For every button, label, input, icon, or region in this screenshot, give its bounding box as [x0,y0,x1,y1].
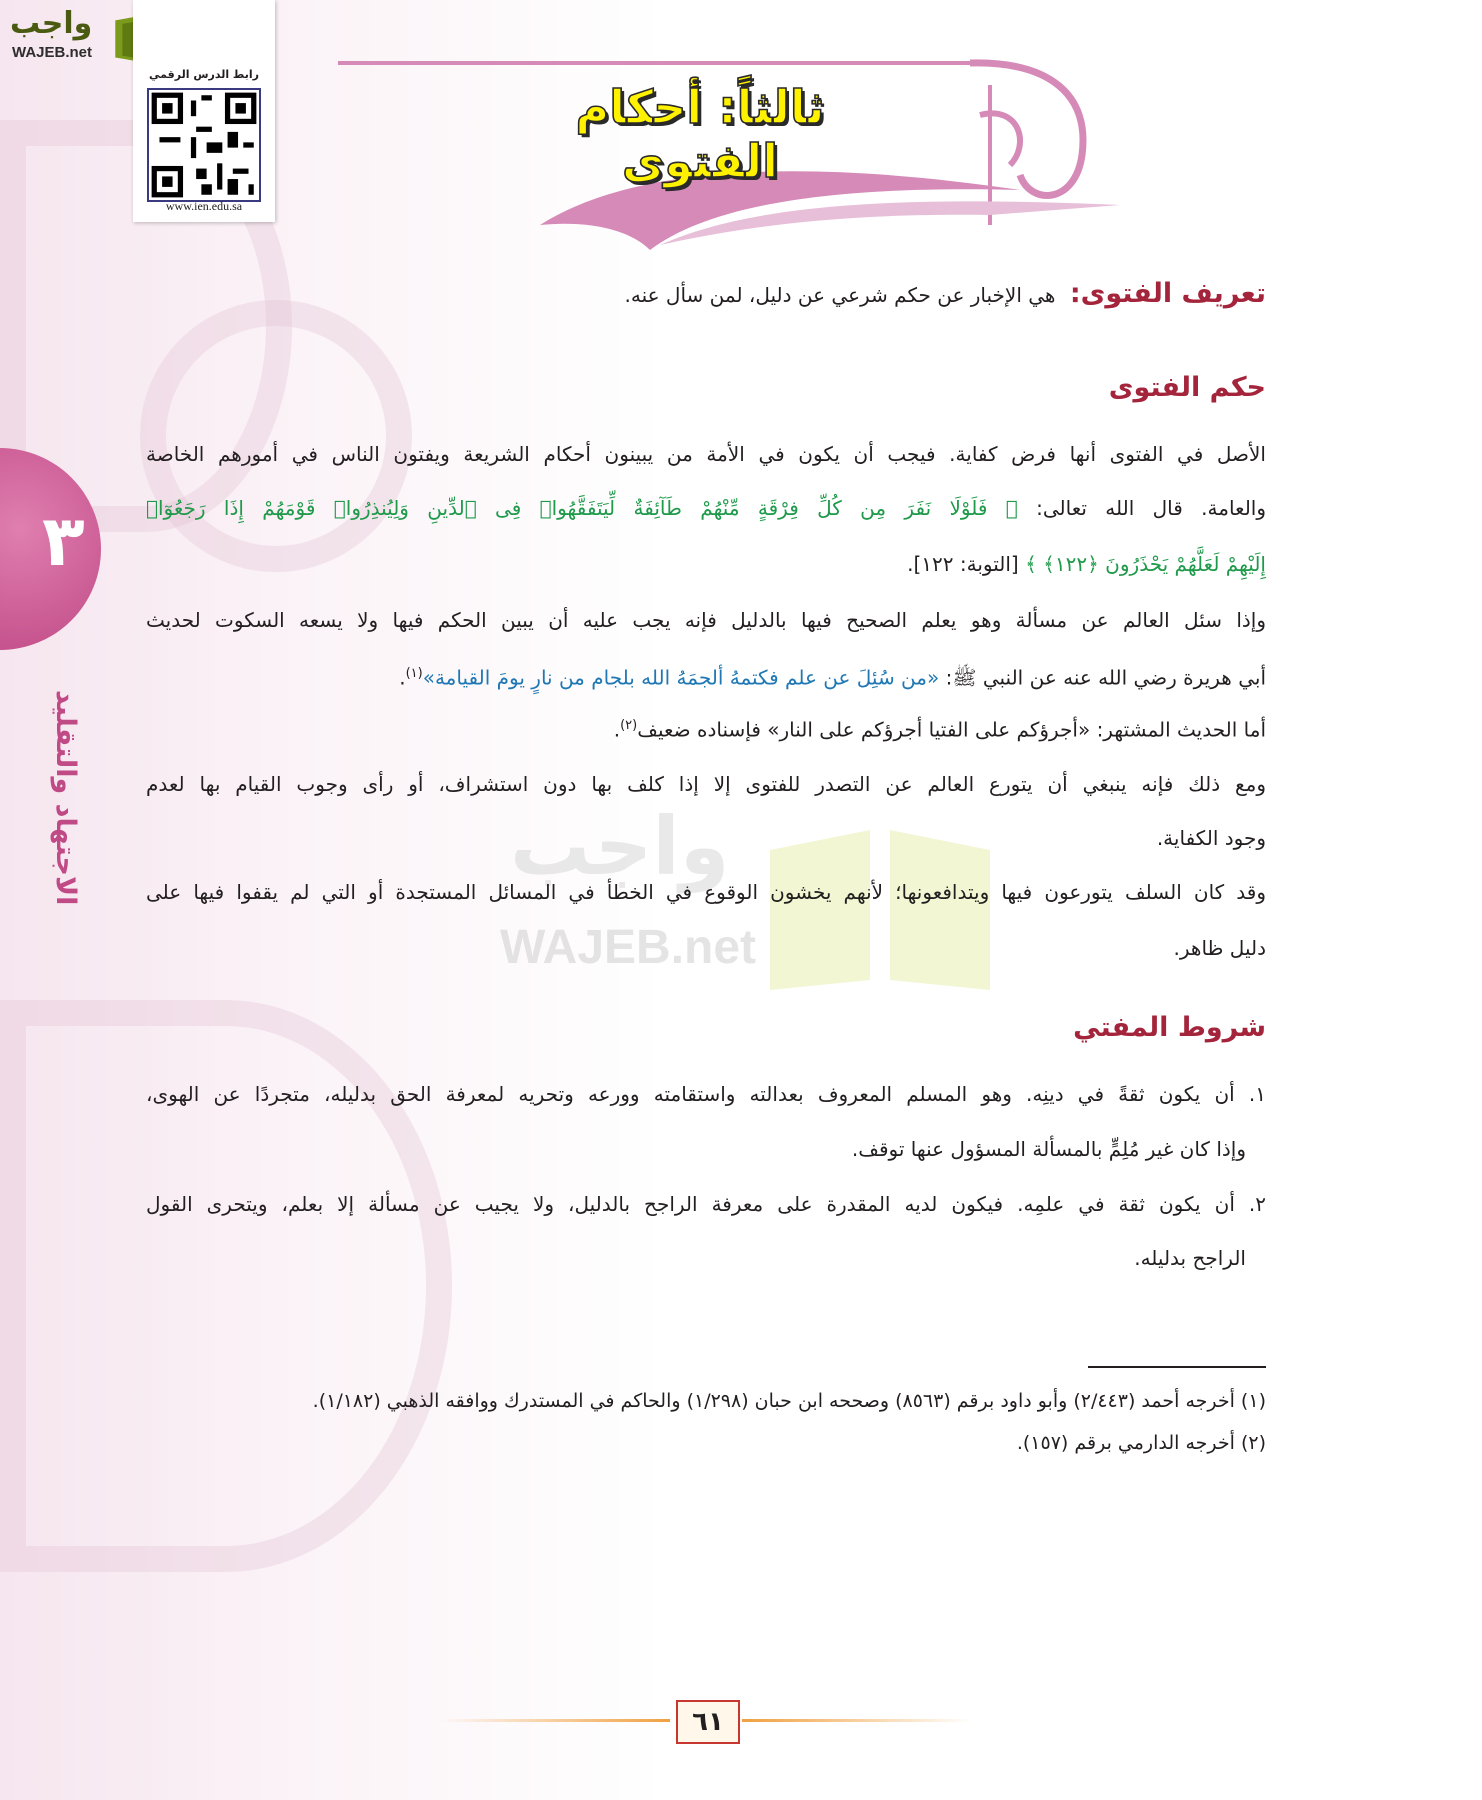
paragraph-line: أما الحديث المشتهر: «أجرؤكم على الفتيا أجرؤكم على النار» فإسناده ضعيف$^{(٢)}$. [613,717,1266,742]
weak-hadith-text: أما الحديث المشتهر: «أجرؤكم على الفتيا أجرؤكم على النار» فإسناده ضعيف [637,717,1266,742]
page-number: ٦١ [676,1700,740,1744]
footnote-2: (٢) أخرجه الدارمي برقم (١٥٧). [1016,1432,1266,1454]
hadith-text: «من سُئِلَ عن علم فكتمهُ ألجمَهُ الله بلجام من نارٍ يومَ القيامة» [422,665,940,690]
watermark-arabic: واجب [510,800,730,893]
qr-label: رابط الدرس الرقمي [149,68,259,81]
paragraph-line: وقد كان السلف يتورعون فيها ويتدافعونها؛ لأنهم يخشون الوقوع في الخطأ في المسائل المستجدة أو التي لم يقفوا فيها على [146,880,1266,904]
list-item-1-line-2: وإذا كان غير مُلِمٍّ بالمسألة المسؤول عنها توقف. [851,1137,1246,1161]
verse-reference: [التوبة: ١٢٢]. [907,552,1019,576]
list-item-2-line-1: ٢. أن يكون ثقة في علمِه. فيكون لديه المقدرة على معرفة الراجح بالدليل، ولا يجيب عن مسألة إلا بعلم، ويتحرى القول [146,1192,1266,1216]
paragraph-line: وجود الكفاية. [1156,826,1266,850]
quran-intro: والعامة. قال الله تعالى: [1036,496,1267,520]
qr-code-icon[interactable] [147,88,261,202]
paragraph-line: دليل ظاهر. [1173,936,1266,960]
definition-label: تعريف الفتوى: [1069,278,1266,309]
definition-text: هي الإخبار عن حكم شرعي عن دليل، لمن سأل عنه. [624,283,1056,307]
footnote-ref-2[interactable]: (٢) [620,718,638,733]
list-item-2-line-2: الراجح بدليله. [1134,1246,1246,1270]
unit-label: الاجتهاد والتقليد [50,690,81,906]
qr-card[interactable] [133,0,275,222]
hadith-intro: أبي هريرة رضي الله عنه عن النبي ﷺ: [945,665,1266,690]
quran-verse-end: إِلَيْهِمْ لَعَلَّهُمْ يَحْذَرُونَ ﴿١٢٢﴾ ﴾ [1025,552,1266,576]
qr-url[interactable]: www.ien.edu.sa [165,199,243,213]
logo-arabic: واجب [10,6,93,41]
paragraph-line [146,494,1266,522]
paragraph-line: أبي هريرة رضي الله عنه عن النبي ﷺ: «من سُئِلَ عن علم فكتمهُ ألجمَهُ الله بلجام من نارٍ يومَ القيامة»$^{(١)}$. [399,665,1266,690]
quran-verse: ﴿ فَلَوْلَا نَفَرَ مِن كُلِّ فِرْقَةٍ مِّنْهُمْ طَآئِفَةٌ لِّيَتَفَقَّهُوا۟ فِى ٱلدِّينِ وَلِيُنذِرُوا۟ قَوْمَهُمْ إِذَا رَجَعُوٓا۟ [146,496,1018,520]
footnote-1: (١) أخرجه أحمد (٢/٤٤٣) وأبو داود برقم (٨٥٦٣) وصححه ابن حبان (١/٢٩٨) والحاكم في المستدرك ووافقه الذهبي (١/١٨٢). [312,1390,1266,1412]
logo-latin: WAJEB.net [12,44,93,61]
page-title: ثالثاً: أحكام الفتوى [575,80,825,188]
footnote-divider [1088,1366,1266,1368]
definition-line [146,280,1266,309]
footnote-ref-1[interactable]: (١) [405,666,423,681]
paragraph-line: الأصل في الفتوى أنها فرض كفاية. فيجب أن يكون في الأمة من يبينون أحكام الشريعة ويفتون الناس في أمورهم الخاصة [146,442,1266,466]
list-item-1-line-1: ١. أن يكون ثقةً في دينِه. وهو المسلم المعروف بعدالته واستقامته وورعه وتحريه لمعرفة الحق بدليله، متجردًا عن الهوى، [146,1082,1266,1106]
paragraph-line: وإذا سئل العالم عن مسألة وهو يعلم الصحيح فيها بالدليل فإنه يجب عليه أن يبين الحكم فيها ولا يسعه السكوت لحديث [146,608,1266,632]
section-heading-conditions: شروط المفتي [1073,1012,1266,1043]
paragraph-line: ومع ذلك فإنه ينبغي أن يتورع العالم عن التصدر للفتوى إلا إذا كلف بها دون استشراف، أو رأى وجوب القيام بها لعدم [146,772,1266,796]
page-number-ornament [742,1719,972,1722]
unit-number: ٣ [42,500,85,582]
watermark-latin: WAJEB.net [500,921,757,974]
paragraph-line [146,550,1266,578]
page-number-ornament [440,1719,670,1722]
section-heading-ruling: حكم الفتوى [1108,372,1266,403]
background-ornament [140,300,412,572]
